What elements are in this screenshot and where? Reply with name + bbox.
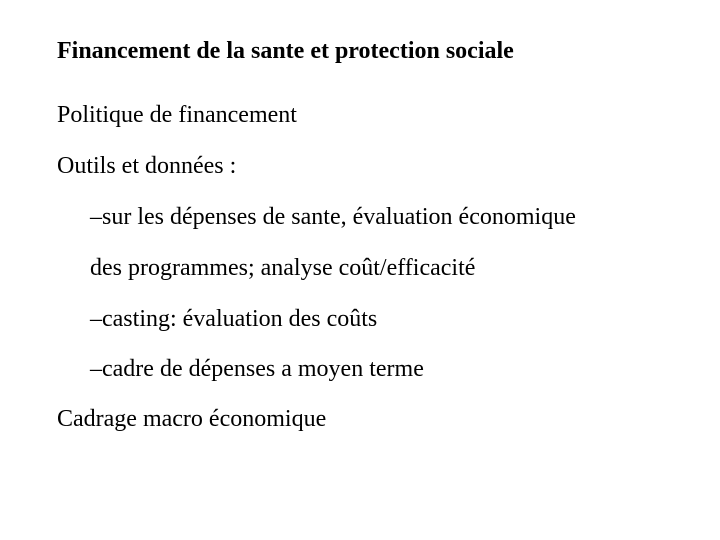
sub-bullet-casting: –casting: évaluation des coûts [90,306,378,332]
bullet-politique-financement: Politique de financement [57,102,297,128]
slide-title: Financement de la sante et protection sociale [57,38,514,64]
sub-bullet-cadre-depenses: –cadre de dépenses a moyen terme [90,356,424,382]
bullet-cadrage-macro: Cadrage macro économique [57,406,327,432]
sub-bullet-depenses-sante: –sur les dépenses de sante, évaluation économique [90,204,576,230]
bullet-outils-donnees: Outils et données : [57,153,237,179]
sub-bullet-depenses-sante-continued: des programmes; analyse coût/efficacité [90,255,476,281]
